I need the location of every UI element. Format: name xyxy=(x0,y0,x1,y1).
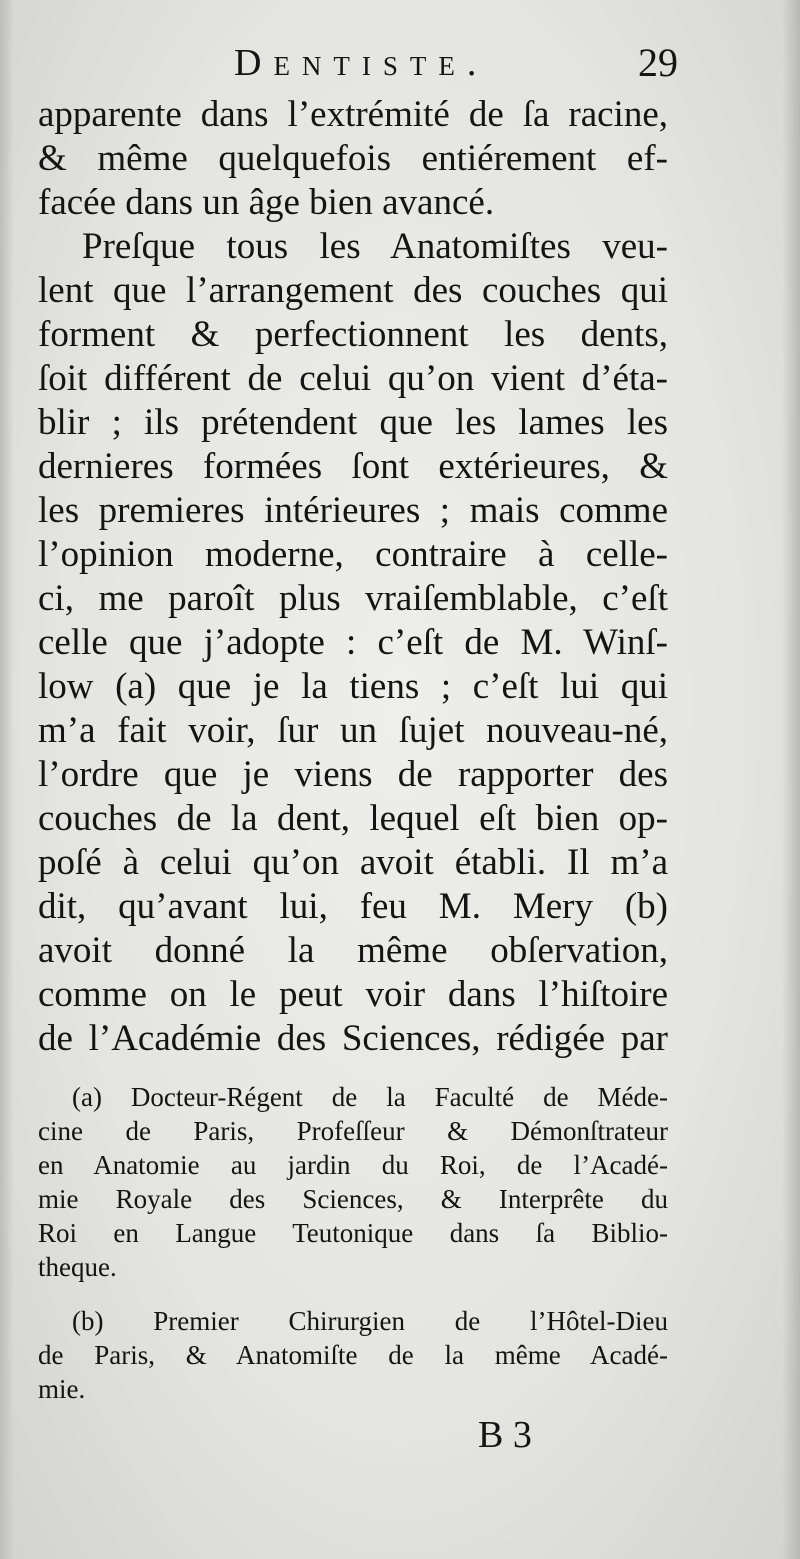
body-line: avoit donné la même obſervation, xyxy=(38,930,668,971)
body-line: l’ordre que je viens de rapporter des xyxy=(38,754,668,795)
body-line: poſé à celui qu’on avoit établi. Il m’a xyxy=(38,842,668,883)
footnote-line: de Paris, & Anatomiſte de la même Acadé- xyxy=(38,1340,668,1370)
footnote-a xyxy=(38,1080,668,1284)
body-line: facée dans un âge bien avancé. xyxy=(38,182,495,223)
body-line: couches de la dent, lequel eſt bien op- xyxy=(38,798,668,839)
footnote-b xyxy=(38,1304,668,1406)
body-line: Preſque tous les Anatomiſtes veu- xyxy=(82,226,668,267)
body-line: low (a) que je la tiens ; c’eſt lui qui xyxy=(38,666,668,707)
page-number: 29 xyxy=(638,40,678,85)
footnote-line: cine de Paris, Profeſſeur & Démonſtrateur xyxy=(38,1116,668,1146)
body-line: dit, qu’avant lui, feu M. Mery (b) xyxy=(38,886,668,927)
footnote-line: mie Royale des Sciences, & Interprête du xyxy=(38,1184,668,1214)
footnote-line: (b) Premier Chirurgien de l’Hôtel-Dieu xyxy=(72,1306,668,1336)
body-line: ci, me paroît plus vraiſemblable, c’eſt xyxy=(38,578,668,619)
body-line: comme on le peut voir dans l’hiſtoire xyxy=(38,974,668,1015)
page-edge-shadow-right xyxy=(782,0,800,1559)
footnote-line: Roi en Langue Teutonique dans ſa Biblio- xyxy=(38,1218,668,1248)
body-line: lent que l’arrangement des couches qui xyxy=(38,270,668,311)
body-line: dernieres formées ſont extérieures, & xyxy=(38,446,668,487)
body-line: les premieres intérieures ; mais comme xyxy=(38,490,668,531)
page-edge-shadow-left xyxy=(0,0,14,1559)
body-line: & même quelquefois entiérement ef- xyxy=(38,138,668,179)
footnote-line: theque. xyxy=(38,1252,117,1282)
signature-mark: B 3 xyxy=(478,1414,532,1456)
body-line: de l’Académie des Sciences, rédigée par xyxy=(38,1018,668,1059)
body-line: ſoit différent de celui qu’on vient d’éta- xyxy=(38,358,668,399)
footnote-line: (a) Docteur-Régent de la Faculté de Méde- xyxy=(72,1082,668,1112)
body-line: forment & perfectionnent les dents, xyxy=(38,314,668,355)
body-line: apparente dans l’extrémité de ſa racine, xyxy=(38,94,668,135)
footnotes xyxy=(38,1080,668,1406)
page-header xyxy=(38,38,678,88)
body-text xyxy=(38,93,668,1061)
footnote-line: en Anatomie au jardin du Roi, de l’Acadé- xyxy=(38,1150,668,1180)
footnote-line: mie. xyxy=(38,1374,86,1404)
footnote-gap xyxy=(38,1284,668,1304)
body-line: l’opinion moderne, contraire à celle- xyxy=(38,534,668,575)
body-line: celle que j’adopte : c’eſt de M. Winſ- xyxy=(38,622,668,663)
body-line: blir ; ils prétendent que les lames les xyxy=(38,402,668,443)
running-title: Dentiste. xyxy=(234,42,489,84)
body-line: m’a fait voir, ſur un ſujet nouveau-né, xyxy=(38,710,668,751)
